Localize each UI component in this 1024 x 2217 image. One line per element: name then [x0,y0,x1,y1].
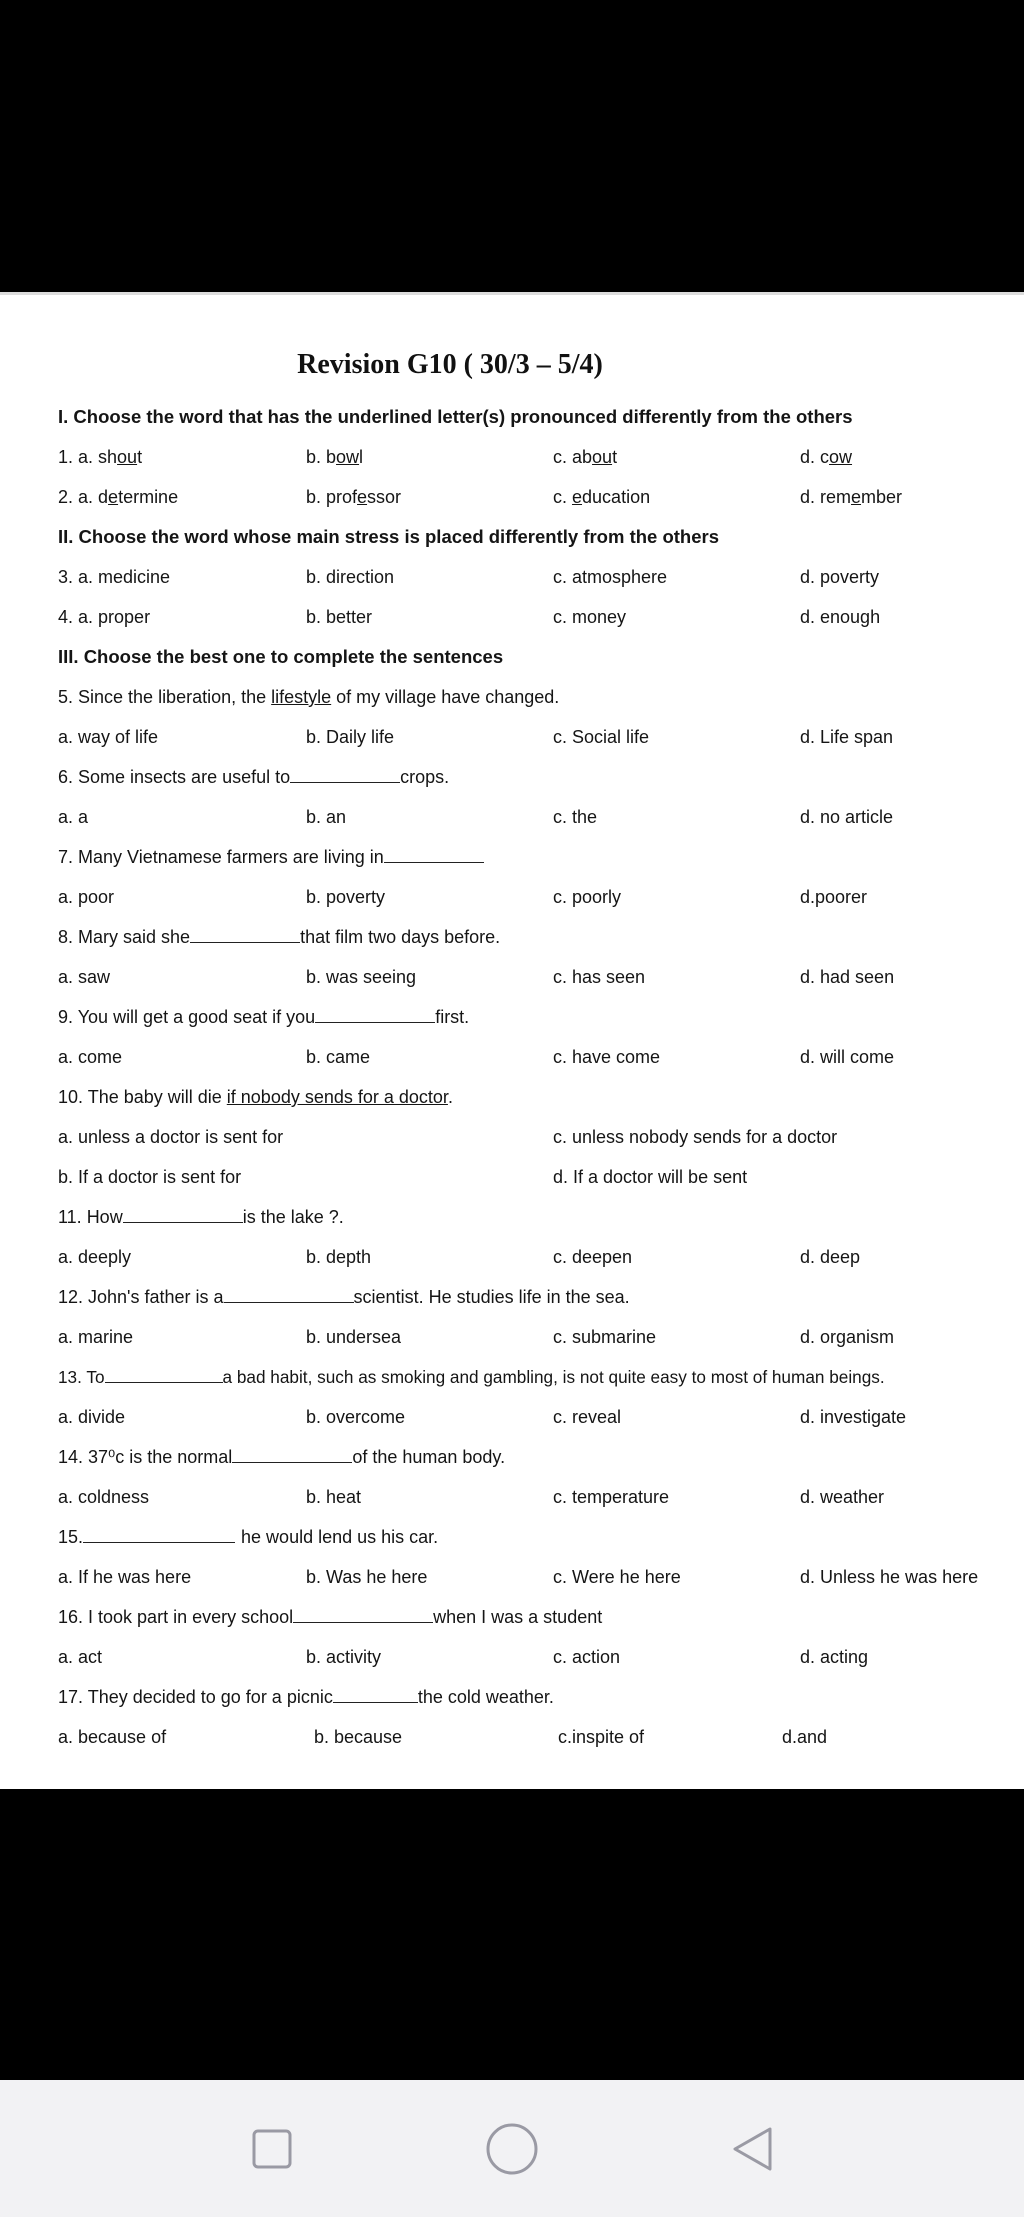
q15-stem: 15. he would lend us his car. [58,1517,438,1557]
q2-option-a: 2. a. determine [58,487,179,507]
q14-option-b: b. heat [306,1487,362,1507]
q15-option-b: b. Was he here [306,1567,428,1587]
q8-option-b: b. was seeing [306,967,417,987]
q1-option-c: c. about [553,447,618,467]
q4-option-c: c. money [553,607,627,627]
q15-option-d: d. Unless he was here [800,1567,979,1587]
circle-icon [485,2122,539,2176]
q6-option-c: c. the [553,807,598,827]
page-title: Revision G10 ( 30/3 – 5/4) [297,349,603,380]
q11-blank [123,1200,243,1223]
q15-blank [83,1520,235,1543]
section-heading-2: II. Choose the word whose main stress is placed differently from the others [58,526,720,547]
q1-option-a: 1. a. shout [58,447,143,467]
q6-option-b: b. an [306,807,347,827]
q3-option-d: d. poverty [800,567,880,587]
q14-option-a: a. coldness [58,1487,150,1507]
q5-stem: 5. Since the liberation, the lifestyle of my village have changed. [58,687,560,707]
q16-blank [293,1600,433,1623]
q1-option-b: b. bowl [306,447,364,467]
q8-stem: 8. Mary said she that film two days before. [58,917,500,957]
triangle-back-icon [730,2125,774,2173]
q12-option-d: d. organism [800,1327,895,1347]
q5-option-d: d. Life span [800,727,894,747]
q13-option-b: b. overcome [306,1407,406,1427]
q9-blank [315,1000,435,1023]
back-button[interactable] [722,2119,782,2179]
top-black-bar [0,0,1024,292]
q4-option-a: 4. a. proper [58,607,151,627]
q16-stem: 16. I took part in every school when I was a student [58,1597,602,1637]
q17-option-d: d.and [782,1727,828,1747]
q9-option-a: a. come [58,1047,123,1067]
q10-option-d: d. If a doctor will be sent [553,1167,748,1187]
q6-option-d: d. no article [800,807,894,827]
q12-stem: 12. John's father is a scientist. He studies life in the sea. [58,1277,630,1317]
q8-blank [190,920,300,943]
q9-option-c: c. have come [553,1047,661,1067]
q7-option-a: a. poor [58,887,115,907]
q9-option-d: d. will come [800,1047,895,1067]
q12-option-c: c. submarine [553,1327,657,1347]
q9-option-b: b. came [306,1047,371,1067]
q4-option-b: b. better [306,607,373,627]
q13-option-a: a. divide [58,1407,126,1427]
q4-option-d: d. enough [800,607,881,627]
q12-blank [224,1280,354,1303]
q5-option-c: c. Social life [553,727,650,747]
q7-option-d: d.poorer [800,887,868,907]
q13-stem: 13. To a bad habit, such as smoking and gambling, is not quite easy to most of human beings. [58,1357,885,1397]
q2-option-d: d. remember [800,487,903,507]
q12-option-a: a. marine [58,1327,134,1347]
q3-option-b: b. direction [306,567,395,587]
q6-blank [290,760,400,783]
q16-option-a: a. act [58,1647,103,1667]
q10-option-b: b. If a doctor is sent for [58,1167,242,1187]
q1-option-d: d. cow [800,447,853,467]
q5-option-b: b. Daily life [306,727,395,747]
q14-blank [232,1440,352,1463]
square-icon [252,2129,292,2169]
q15-option-a: a. If he was here [58,1567,192,1587]
q11-option-a: a. deeply [58,1247,132,1267]
q2-option-c: c. education [553,487,651,507]
bottom-black-bar [0,1789,1024,2080]
q13-option-c: c. reveal [553,1407,622,1427]
q11-option-d: d. deep [800,1247,861,1267]
q16-option-b: b. activity [306,1647,382,1667]
section-heading-1: I. Choose the word that has the underlined letter(s) pronounced differently from the others [58,406,853,427]
q7-option-c: c. poorly [553,887,622,907]
q12-option-b: b. undersea [306,1327,402,1347]
q17-blank [333,1680,418,1703]
q8-option-a: a. saw [58,967,111,987]
q3-option-c: c. atmosphere [553,567,668,587]
q6-option-a: a. a [58,807,89,827]
q15-option-c: c. Were he here [553,1567,681,1587]
q17-option-a: a. because of [58,1727,167,1747]
home-button[interactable] [482,2119,542,2179]
q10-stem: 10. The baby will die if nobody sends for a doctor. [58,1087,453,1107]
q9-stem: 9. You will get a good seat if you first. [58,997,469,1037]
q13-option-d: d. investigate [800,1407,907,1427]
q3-option-a: 3. a. medicine [58,567,171,587]
q17-stem: 17. They decided to go for a picnic the cold weather. [58,1677,554,1717]
q17-option-b: b. because [314,1727,403,1747]
q11-stem: 11. How is the lake ?. [58,1197,344,1237]
q10-option-a: a. unless a doctor is sent for [58,1127,284,1147]
recents-button[interactable] [242,2119,302,2179]
q5-option-a: a. way of life [58,727,159,747]
q7-stem: 7. Many Vietnamese farmers are living in [58,837,484,877]
q11-option-c: c. deepen [553,1247,633,1267]
android-navigation-bar [0,2080,1024,2217]
q14-option-c: c. temperature [553,1487,670,1507]
q13-blank [105,1360,223,1383]
q16-option-c: c. action [553,1647,621,1667]
q7-option-b: b. poverty [306,887,386,907]
q11-option-b: b. depth [306,1247,372,1267]
q6-stem: 6. Some insects are useful to crops. [58,757,449,797]
q14-stem: 14. 37⁰c is the normal of the human body. [58,1437,505,1477]
q7-blank [384,840,484,863]
q2-option-b: b. professor [306,487,402,507]
section-heading-3: III. Choose the best one to complete the sentences [58,646,504,667]
q10-option-c: c. unless nobody sends for a doctor [553,1127,838,1147]
q8-option-d: d. had seen [800,967,895,987]
q16-option-d: d. acting [800,1647,869,1667]
worksheet-page [0,292,1024,1789]
q8-option-c: c. has seen [553,967,646,987]
q14-option-d: d. weather [800,1487,885,1507]
q17-option-c: c.inspite of [558,1727,645,1747]
